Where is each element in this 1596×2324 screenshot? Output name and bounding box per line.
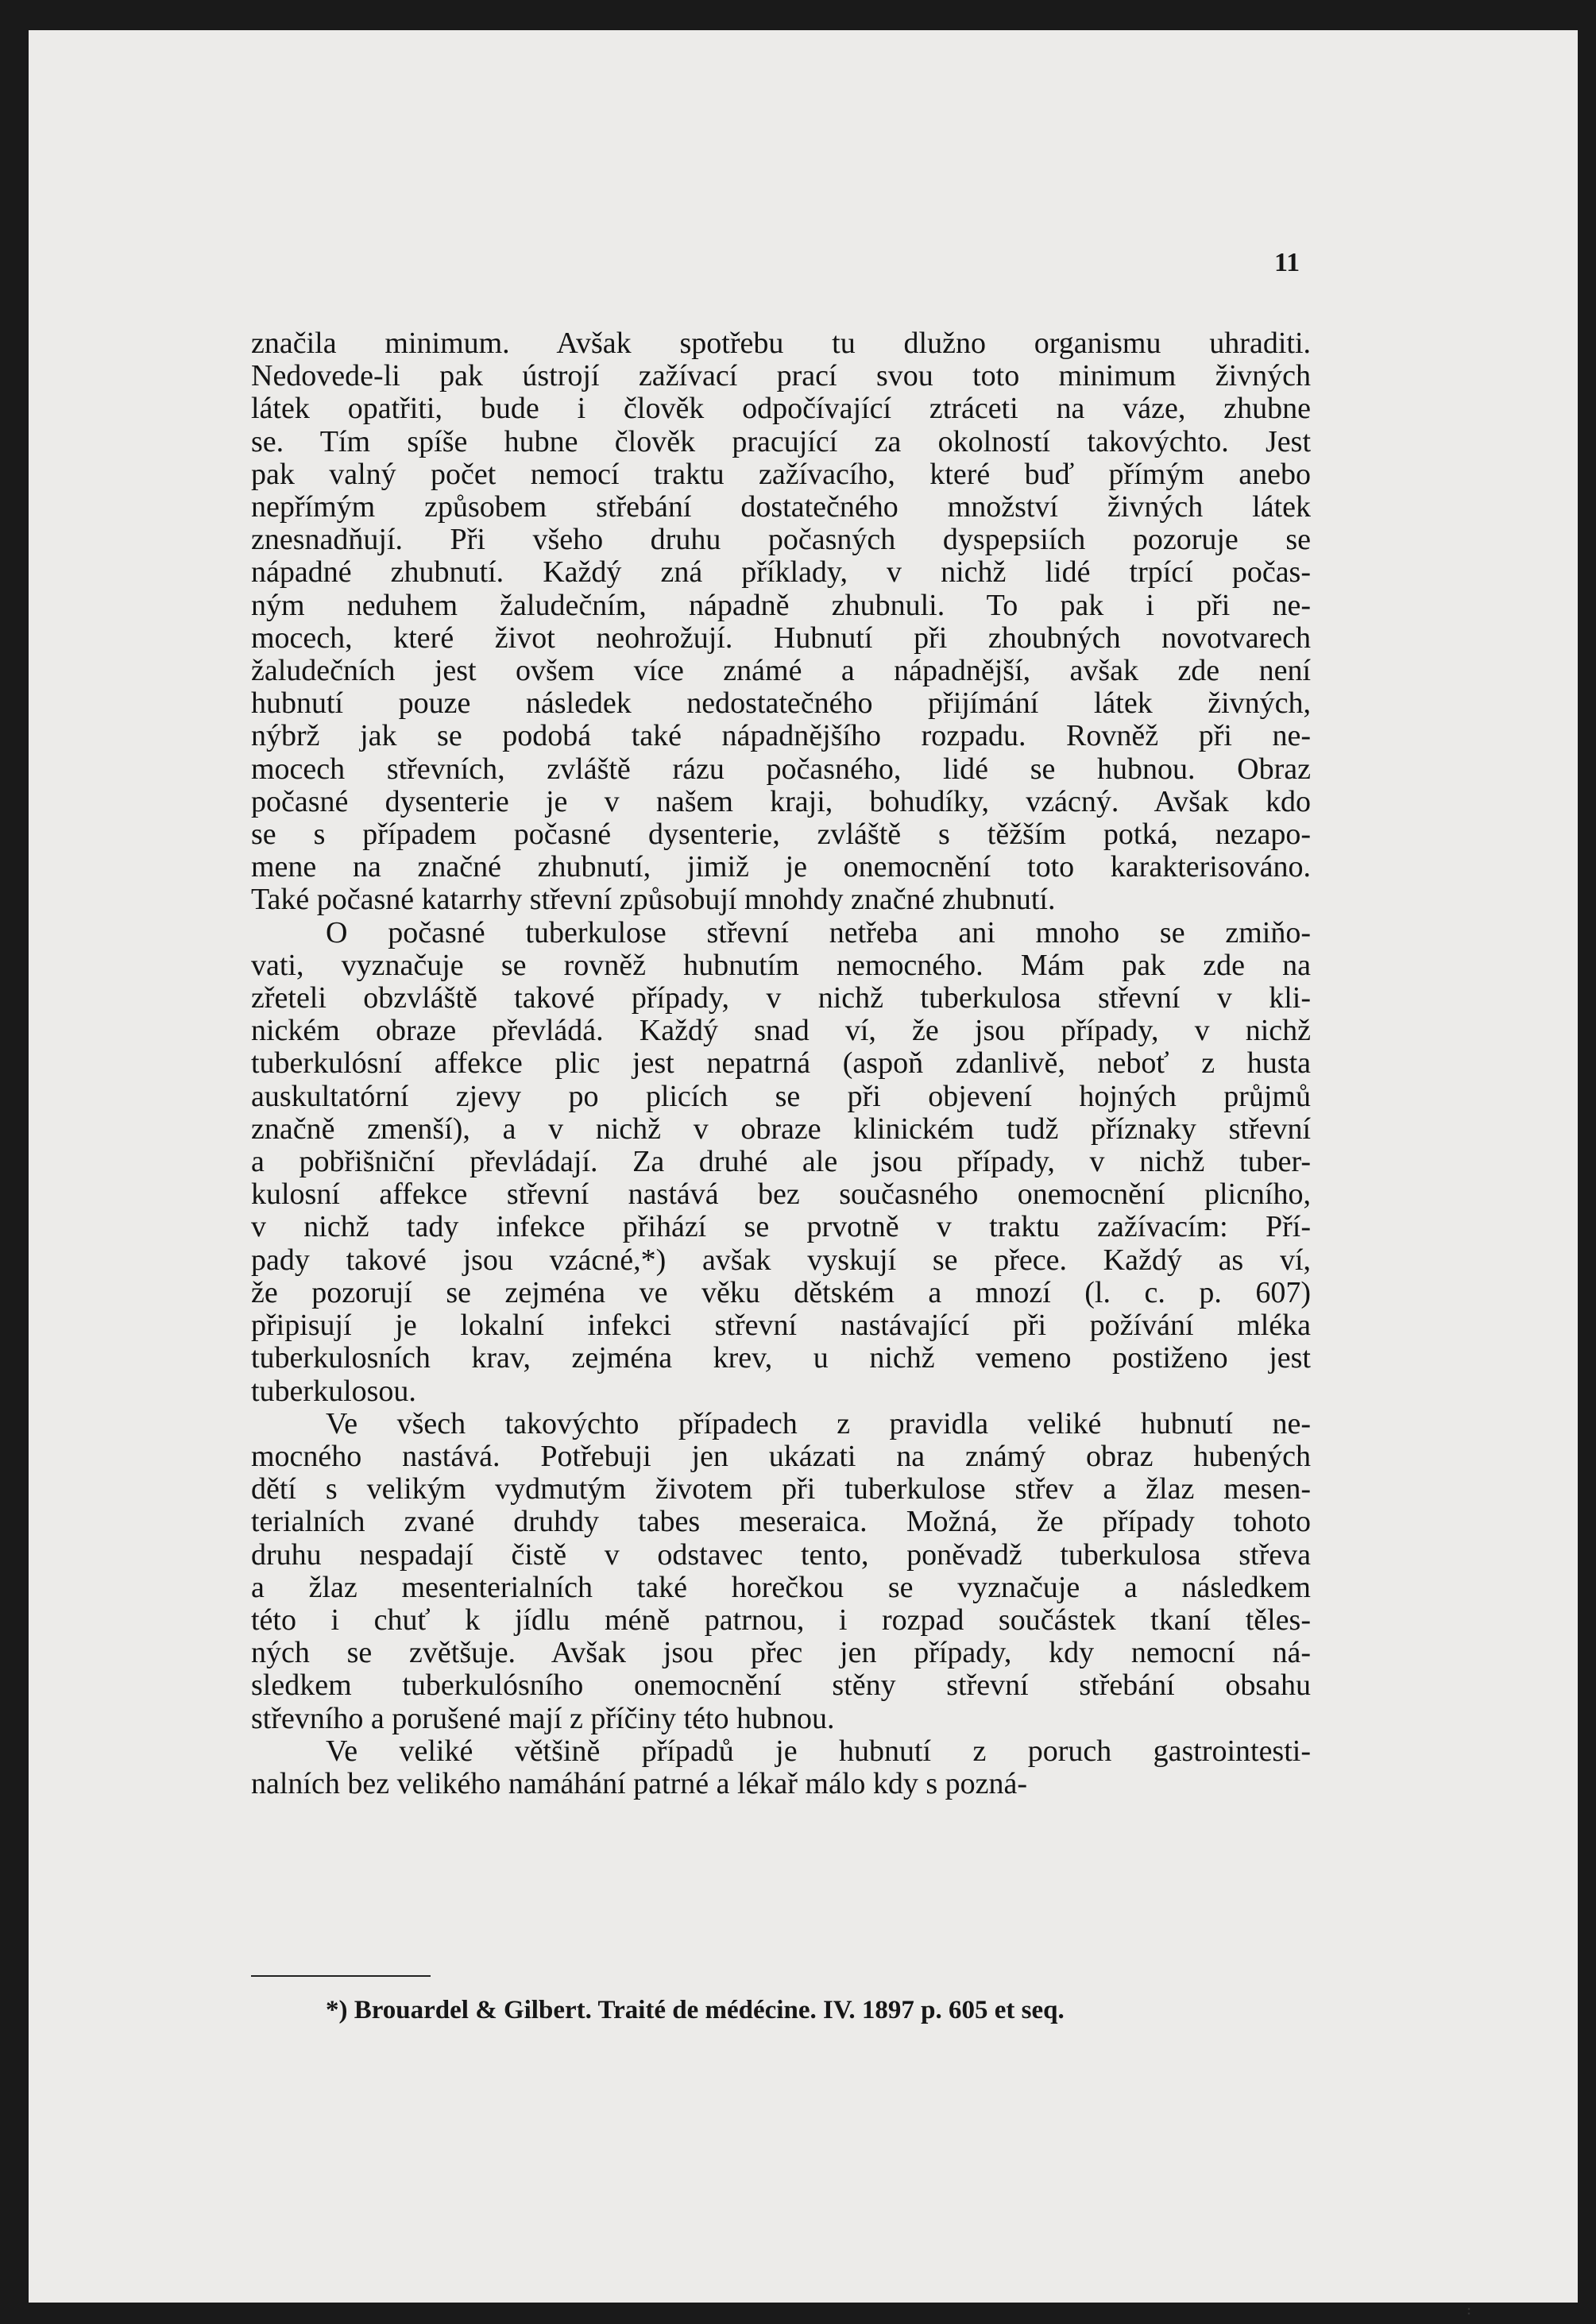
text-line: nýbrž jak se podobá také nápadnějšího rozpadu. Rovněž při ne- <box>251 719 1311 753</box>
text-line: se. Tím spíše hubne člověk pracující za okolností takovýchto. Jest <box>251 424 1311 458</box>
page-number: 11 <box>1274 248 1300 277</box>
text-line: ným neduhem žaludečním, nápadně zhubnuli. To pak i při ne- <box>251 588 1311 622</box>
text-line: auskultatórní zjevy po plicích se při objevení hojných průjmů <box>251 1079 1311 1113</box>
text-line: terialních zvané druhdy tabes meseraica. Možná, že případy tohoto <box>251 1505 1311 1539</box>
text-line: hubnutí pouze následek nedostatečného přijímání látek živných, <box>251 686 1311 721</box>
text-line: druhu nespadají čistě v odstavec tento, poněvadž tuberkulosa střeva <box>251 1537 1311 1572</box>
text-line: kulosní affekce střevní nastává bez současného onemocnění plicního, <box>251 1177 1311 1212</box>
text-line: vati, vyznačuje se rovněž hubnutím nemocného. Mám pak zde na <box>251 948 1311 982</box>
text-line: mocného nastává. Potřebuji jen ukázati na známý obraz hubených <box>251 1439 1311 1473</box>
text-line: nickém obraze převládá. Každý snad ví, že jsou případy, v nichž <box>251 1014 1311 1048</box>
text-line: tuberkulosních krav, zejména krev, u nichž vemeno postiženo jest <box>251 1341 1311 1375</box>
text-line: mene na značné zhubnutí, jimiž je onemocnění toto karakterisováno. <box>251 850 1311 884</box>
corner-mark: ꞉ <box>1467 2300 1472 2320</box>
text-line: O počasné tuberkulose střevní netřeba ani mnoho se zmiňo- <box>326 915 1311 949</box>
text-line: se s případem počasné dysenterie, zvláště s těžším potká, nezapo- <box>251 818 1311 852</box>
text-line: pak valný počet nemocí traktu zažívacího, které buď přímým anebo <box>251 457 1311 491</box>
text-line: tuberkulósní affekce plic jest nepatrná (aspoň zdanlivě, neboť z husta <box>251 1046 1311 1081</box>
text-line: Také počasné katarrhy střevní způsobují mnohdy značné zhubnutí. <box>251 883 1056 917</box>
footnote: *) Brouardel & Gilbert. Traité de médécine. IV. 1897 p. 605 et seq. <box>326 1996 1065 2024</box>
text-line: připisují je lokalní infekci střevní nastávající při požívání mléka <box>251 1309 1311 1343</box>
text-line: střevního a porušené mají z příčiny této hubnou. <box>251 1701 835 1735</box>
text-line: žaludečních jest ovšem více známé a nápadnější, avšak zde není <box>251 654 1311 688</box>
text-line: mocech střevních, zvláště rázu počasného, lidé se hubnou. Obraz <box>251 752 1311 786</box>
text-line: této i chuť k jídlu méně patrnou, i rozpad součástek tkaní těles- <box>251 1603 1311 1637</box>
body-text <box>251 327 1311 1800</box>
text-line: látek opatřiti, bude i člověk odpočívající ztráceti na váze, zhubne <box>251 392 1311 426</box>
text-line: značila minimum. Avšak spotřebu tu dlužno organismu uhraditi. <box>251 327 1311 360</box>
text-line: nalních bez velikého namáhání patrné a lékař málo kdy s pozná- <box>251 1766 1028 1800</box>
text-line: značně zmenší), a v nichž v obraze klinickém tudž příznaky střevní <box>251 1112 1311 1146</box>
text-line: pady takové jsou vzácné,*) avšak vyskují se přece. Každý as ví, <box>251 1243 1311 1277</box>
text-line: v nichž tady infekce přihází se prvotně v traktu zažívacím: Pří- <box>251 1210 1311 1244</box>
text-line: že pozorují se zejména ve věku dětském a mnozí (l. c. p. 607) <box>251 1275 1311 1309</box>
text-line: ných se zvětšuje. Avšak jsou přec jen případy, kdy nemocní ná- <box>251 1636 1311 1670</box>
text-line: znesnadňují. Při všeho druhu počasných dyspepsiích pozoruje se <box>251 523 1311 557</box>
text-line: zřeteli obzvláště takové případy, v nichž tuberkulosa střevní v kli- <box>251 981 1311 1015</box>
text-line: mocech, které život neohrožují. Hubnutí při zhoubných novotvarech <box>251 621 1311 655</box>
text-line: nepřímým způsobem střebání dostatečného množství živných látek <box>251 490 1311 524</box>
text-line: počasné dysenterie je v našem kraji, bohudíky, vzácný. Avšak kdo <box>251 784 1311 818</box>
text-line: tuberkulosou. <box>251 1374 416 1408</box>
text-line: a pobřišniční převládají. Za druhé ale jsou případy, v nichž tuber- <box>251 1145 1311 1179</box>
text-line: dětí s velikým vydmutým životem při tuberkulose střev a žlaz mesen- <box>251 1472 1311 1506</box>
book-page <box>29 30 1578 2320</box>
text-line: nápadné zhubnutí. Každý zná příklady, v nichž lidé trpící počas- <box>251 555 1311 590</box>
footnote-divider <box>251 1975 431 1977</box>
text-line: Ve všech takovýchto případech z pravidla veliké hubnutí ne- <box>326 1406 1311 1440</box>
text-line: Nedovede-li pak ústrojí zažívací prací svou toto minimum živných <box>251 359 1311 393</box>
text-line: a žlaz mesenterialních také horečkou se vyznačuje a následkem <box>251 1570 1311 1604</box>
text-line: Ve veliké většině případů je hubnutí z poruch gastrointesti- <box>326 1734 1311 1768</box>
text-line: sledkem tuberkulósního onemocnění stěny střevní střebání obsahu <box>251 1669 1311 1703</box>
